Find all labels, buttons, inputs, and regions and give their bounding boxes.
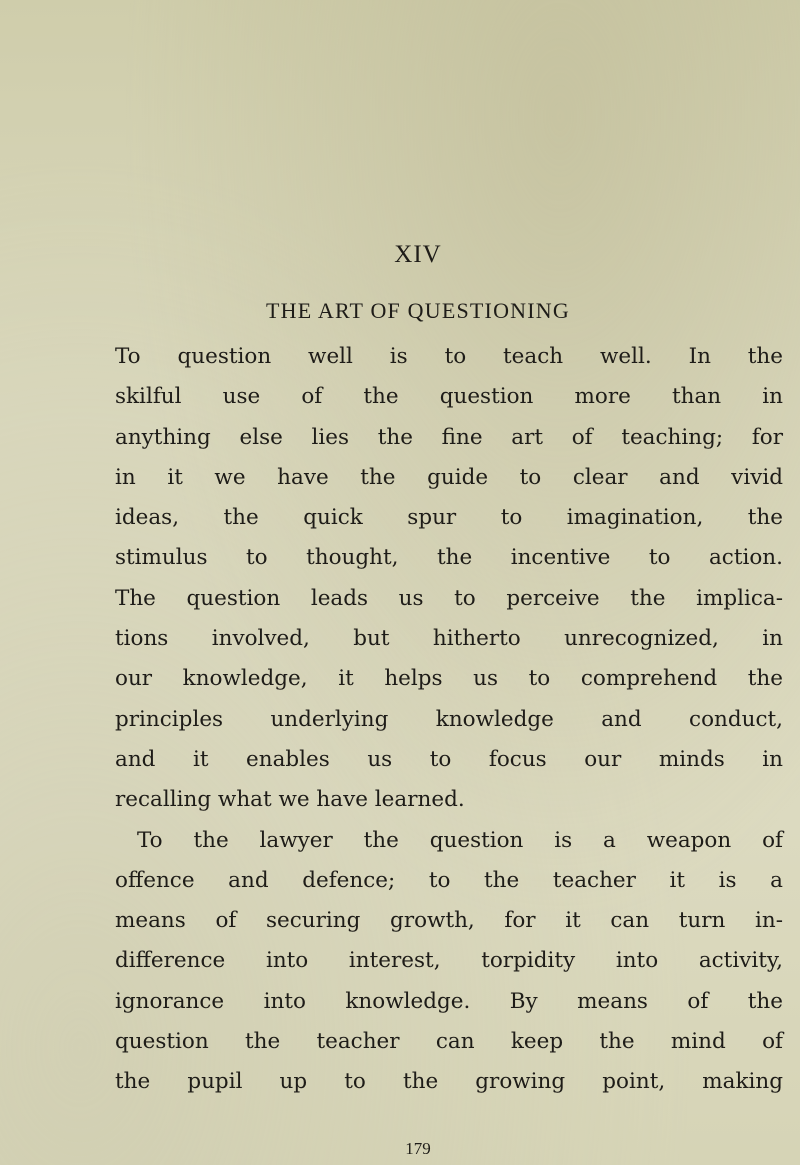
text-line: ignorance into knowledge. By means of the: [115, 988, 783, 1014]
paragraph-2: [115, 821, 783, 1103]
text-line: tions involved, but hitherto unrecognized, in: [115, 626, 783, 652]
text-line: difference into interest, torpidity into activity,: [115, 948, 783, 974]
body-text: [115, 337, 783, 1103]
text-line: our knowledge, it helps us to comprehend the: [115, 666, 783, 692]
text-line: means of securing growth, for it can turn in-: [115, 908, 783, 934]
text-line: recalling what we have learned.: [115, 787, 465, 813]
chapter-number: XIV: [394, 241, 442, 268]
text-line: To the lawyer the question is a weapon of: [137, 827, 783, 853]
text-line: and it enables us to focus our minds in: [115, 746, 783, 772]
text-line: principles underlying knowledge and conduct,: [115, 706, 783, 732]
chapter-title: THE ART OF QUESTIONING: [266, 298, 570, 323]
page-number: 179: [405, 1139, 431, 1158]
text-line: ideas, the quick spur to imagination, the: [115, 505, 783, 531]
paragraph-1: [115, 337, 783, 821]
text-line: To question well is to teach well. In the: [115, 344, 783, 369]
text-line: The question leads us to perceive the implica-: [115, 585, 783, 611]
text-line: anything else lies the fine art of teaching; for: [115, 424, 783, 450]
text-line: offence and defence; to the teacher it is a: [115, 867, 783, 893]
text-line: the pupil up to the growing point, making: [115, 1069, 783, 1095]
text-line: question the teacher can keep the mind of: [115, 1029, 783, 1055]
text-line: stimulus to thought, the incentive to action.: [115, 545, 783, 571]
text-line: skilful use of the question more than in: [115, 384, 783, 410]
text-line: in it we have the guide to clear and vivid: [115, 464, 783, 490]
